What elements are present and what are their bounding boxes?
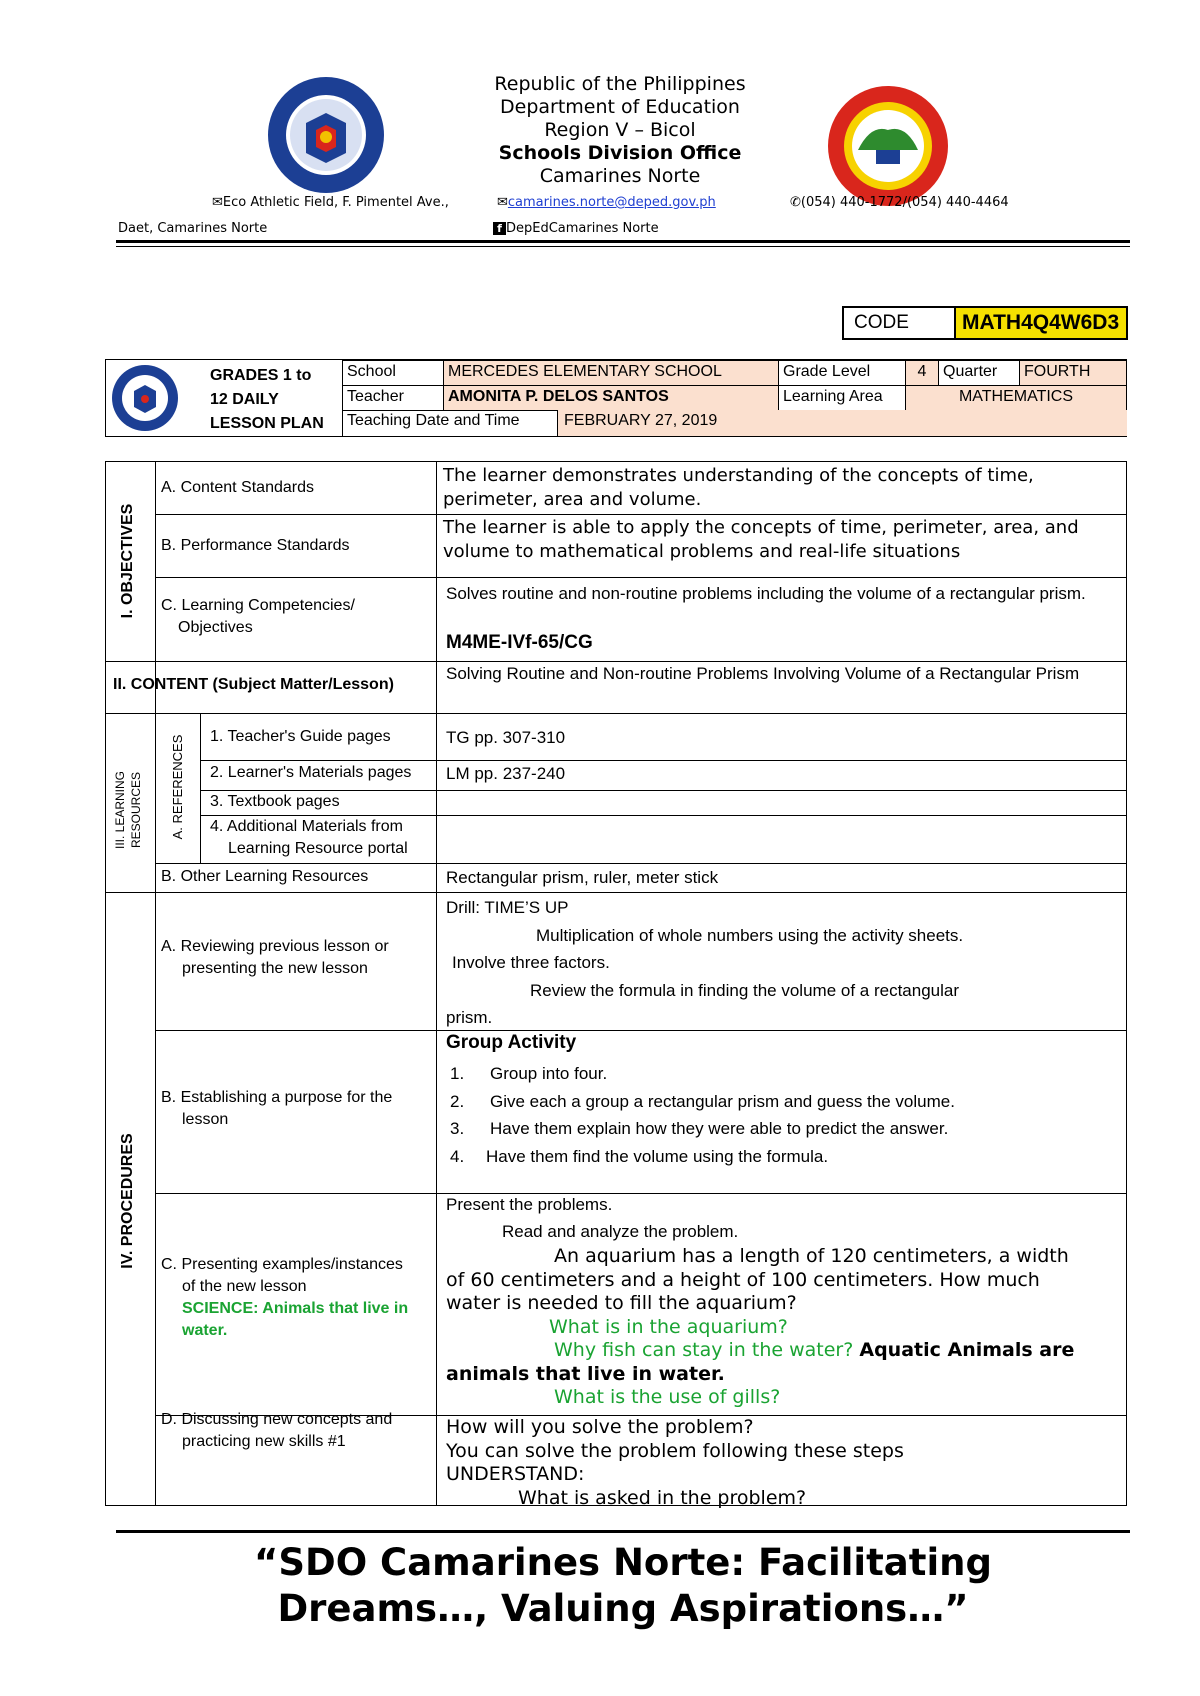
footer-line-1: “SDO Camarines Norte: Facilitating bbox=[254, 1541, 992, 1584]
learners-materials-label: 2. Learner's Materials pages bbox=[210, 764, 412, 781]
grade-label: Grade Level bbox=[779, 361, 906, 386]
group-activity-item: 4. Have them find the volume using the formula. bbox=[450, 1146, 829, 1166]
header-department: Department of Education bbox=[500, 96, 740, 118]
area-value: MATHEMATICS bbox=[906, 386, 1127, 411]
question-fish: Why fish can stay in the water? bbox=[554, 1339, 854, 1361]
header-divider-thin bbox=[116, 246, 1130, 247]
examples-science-label: SCIENCE: Animals that live in bbox=[182, 1300, 409, 1317]
answer-aquatic: Aquatic Animals are bbox=[859, 1339, 1075, 1361]
teachers-guide-label: 1. Teacher's Guide pages bbox=[210, 728, 391, 745]
row-line bbox=[155, 577, 1127, 578]
teacher-label: Teacher bbox=[343, 386, 444, 411]
quarter-value: FOURTH bbox=[1020, 361, 1127, 386]
footer-line-2: Dreams…, Valuing Aspirations…” bbox=[277, 1587, 969, 1630]
examples-science-label-2: water. bbox=[182, 1322, 228, 1339]
other-resources-label: B. Other Learning Resources bbox=[161, 868, 369, 885]
resources-section-label bbox=[112, 742, 148, 878]
lesson-info-table bbox=[342, 360, 1127, 411]
teachers-guide-value: TG pp. 307-310 bbox=[446, 728, 566, 747]
code-label: CODE bbox=[844, 308, 956, 338]
problem-line-2: of 60 centimeters and a height of 100 centimeters. How much bbox=[446, 1268, 1040, 1291]
problem-line-1: An aquarium has a length of 120 centimeters, a width bbox=[554, 1245, 1069, 1267]
discussing-line-4: What is asked in the problem? bbox=[518, 1486, 807, 1509]
review-label-1: A. Reviewing previous lesson or bbox=[161, 938, 389, 955]
lesson-plan-title bbox=[210, 364, 324, 436]
discussing-content bbox=[446, 1416, 1126, 1510]
area-label: Learning Area bbox=[779, 386, 906, 411]
examples-label-1: C. Presenting examples/instances bbox=[161, 1256, 403, 1273]
code-value: MATH4Q4W6D3 bbox=[956, 308, 1126, 338]
mail-icon: ✉ bbox=[212, 195, 223, 210]
review-line-2: Multiplication of whole numbers using the activity sheets. bbox=[536, 925, 964, 945]
resources-label-1: III. LEARNING bbox=[113, 770, 127, 850]
title-line-1: GRADES 1 to bbox=[210, 367, 312, 384]
question-aquarium: What is in the aquarium? bbox=[549, 1315, 788, 1338]
col-divider-1 bbox=[155, 461, 156, 1506]
discussing-line-2: You can solve the problem following these steps bbox=[446, 1439, 904, 1462]
answer-aquatic-2: animals that live in water. bbox=[446, 1362, 725, 1385]
header-divider bbox=[116, 240, 1130, 243]
references-label: A. REFERENCES bbox=[170, 734, 185, 840]
col-divider-refs bbox=[200, 713, 201, 863]
discussing-line-1: How will you solve the problem? bbox=[446, 1416, 754, 1438]
title-line-3: LESSON PLAN bbox=[210, 415, 324, 432]
date-row bbox=[342, 410, 1127, 436]
aquarium-problem bbox=[446, 1245, 1126, 1410]
group-activity-item: 2. Give each a group a rectangular prism and guess the volume. bbox=[450, 1091, 955, 1111]
teacher-value: AMONITA P. DELOS SANTOS bbox=[444, 386, 779, 411]
header-office: Schools Division Office bbox=[498, 142, 742, 164]
competency-code: M4ME-IVf-65/CG bbox=[446, 632, 593, 653]
grade-value: 4 bbox=[906, 361, 939, 386]
additional-label-2: Learning Resource portal bbox=[228, 840, 408, 857]
code-box bbox=[842, 306, 1128, 340]
header-region: Region V – Bicol bbox=[544, 119, 696, 141]
review-label bbox=[161, 936, 389, 980]
division-seal bbox=[826, 84, 950, 208]
deped-small-seal bbox=[110, 363, 180, 433]
group-activity-title: Group Activity bbox=[446, 1032, 577, 1053]
header-country: Republic of the Philippines bbox=[494, 73, 746, 95]
row-line bbox=[155, 514, 1127, 515]
row-line bbox=[105, 713, 1127, 714]
title-line-2: 12 DAILY bbox=[210, 391, 279, 408]
review-line-1: Drill: TIME’S UP bbox=[446, 898, 569, 917]
quarter-label: Quarter bbox=[939, 361, 1020, 386]
problem-line-3: water is needed to fill the aquarium? bbox=[446, 1292, 797, 1314]
content-label: II. CONTENT (Subject Matter/Lesson) bbox=[113, 676, 394, 693]
phone-icon: ✆ bbox=[790, 195, 801, 210]
discussing-label-1: D. Discussing new concepts and bbox=[161, 1411, 393, 1428]
competencies-text: Solves routine and non-routine problems including the volume of a rectangular prism. bbox=[446, 584, 1086, 603]
address-line-2: Daet, Camarines Norte bbox=[118, 221, 268, 236]
col-divider-2 bbox=[436, 461, 437, 1506]
review-content bbox=[446, 894, 1116, 1032]
address-line-1: ✉Eco Athletic Field, F. Pimentel Ave., bbox=[212, 195, 449, 210]
other-resources-value: Rectangular prism, ruler, meter stick bbox=[446, 868, 719, 887]
footer-motto bbox=[116, 1540, 1130, 1632]
row-line bbox=[105, 892, 1127, 893]
textbook-label: 3. Textbook pages bbox=[210, 793, 340, 810]
performance-standards-label: B. Performance Standards bbox=[161, 537, 350, 554]
examples-label-2: of the new lesson bbox=[182, 1278, 307, 1295]
row-line bbox=[155, 863, 1127, 864]
question-gills: What is the use of gills? bbox=[554, 1386, 781, 1408]
purpose-label-2: lesson bbox=[182, 1111, 229, 1128]
content-standards-label: A. Content Standards bbox=[161, 479, 314, 496]
school-label: School bbox=[343, 361, 444, 386]
row-line bbox=[200, 760, 1127, 761]
school-value: MERCEDES ELEMENTARY SCHOOL bbox=[444, 361, 779, 386]
additional-label-1: 4. Additional Materials from bbox=[210, 818, 403, 835]
header-province: Camarines Norte bbox=[539, 165, 701, 187]
date-value: FEBRUARY 27, 2019 bbox=[558, 410, 1127, 436]
review-line-3: Involve three factors. bbox=[452, 953, 610, 972]
purpose-label-1: B. Establishing a purpose for the bbox=[161, 1089, 393, 1106]
present-problems: Present the problems. bbox=[446, 1195, 613, 1214]
group-activity-item: 3. Have them explain how they were able to predict the answer. bbox=[450, 1119, 949, 1138]
deped-seal bbox=[266, 75, 386, 195]
review-line-5: prism. bbox=[446, 1008, 493, 1027]
group-activity-list bbox=[450, 1060, 955, 1170]
review-label-2: presenting the new lesson bbox=[182, 960, 368, 977]
discussing-label-2: practicing new skills #1 bbox=[182, 1433, 346, 1450]
date-label: Teaching Date and Time bbox=[343, 410, 558, 436]
read-analyze: Read and analyze the problem. bbox=[502, 1222, 739, 1241]
content-standards-text: The learner demonstrates understanding of the concepts of time, perimeter, area and volume. bbox=[443, 465, 1034, 510]
content-text: Solving Routine and Non-routine Problems Involving Volume of a Rectangular Prism bbox=[446, 664, 1080, 683]
additional-materials-label bbox=[210, 816, 408, 860]
discussing-line-3: UNDERSTAND: bbox=[446, 1463, 585, 1485]
examples-label bbox=[161, 1254, 408, 1342]
performance-standards-text: The learner is able to apply the concepts of time, perimeter, area, and volume to mathematical problems and real-life situations bbox=[443, 517, 1079, 562]
competencies-label bbox=[161, 595, 355, 639]
facebook-icon: f bbox=[493, 222, 506, 235]
competencies-label-2: Objectives bbox=[178, 619, 253, 636]
facebook-contact[interactable]: f DepEdCamarines Norte bbox=[493, 221, 659, 236]
competencies-label-1: C. Learning Competencies/ bbox=[161, 597, 355, 614]
phone-contact: ✆(054) 440-1772/(054) 440-4464 bbox=[790, 195, 1009, 210]
resources-label-2: RESOURCES bbox=[129, 772, 143, 849]
row-line bbox=[155, 1193, 1127, 1194]
email-link[interactable]: camarines.norte@deped.gov.ph bbox=[507, 195, 716, 210]
email-contact[interactable] bbox=[497, 195, 716, 210]
purpose-label bbox=[161, 1087, 392, 1131]
procedures-section-label: IV. PROCEDURES bbox=[119, 1133, 136, 1269]
email-icon: ✉ bbox=[497, 195, 508, 210]
review-line-4: Review the formula in finding the volume of a rectangular bbox=[530, 980, 960, 1000]
learners-materials-value: LM pp. 237-240 bbox=[446, 764, 566, 783]
footer-divider bbox=[116, 1530, 1130, 1533]
discussing-label bbox=[161, 1409, 392, 1453]
group-activity-item: 1. Group into four. bbox=[450, 1064, 608, 1083]
question-fish-line bbox=[446, 1339, 1126, 1363]
objectives-section-label: I. OBJECTIVES bbox=[119, 503, 136, 619]
